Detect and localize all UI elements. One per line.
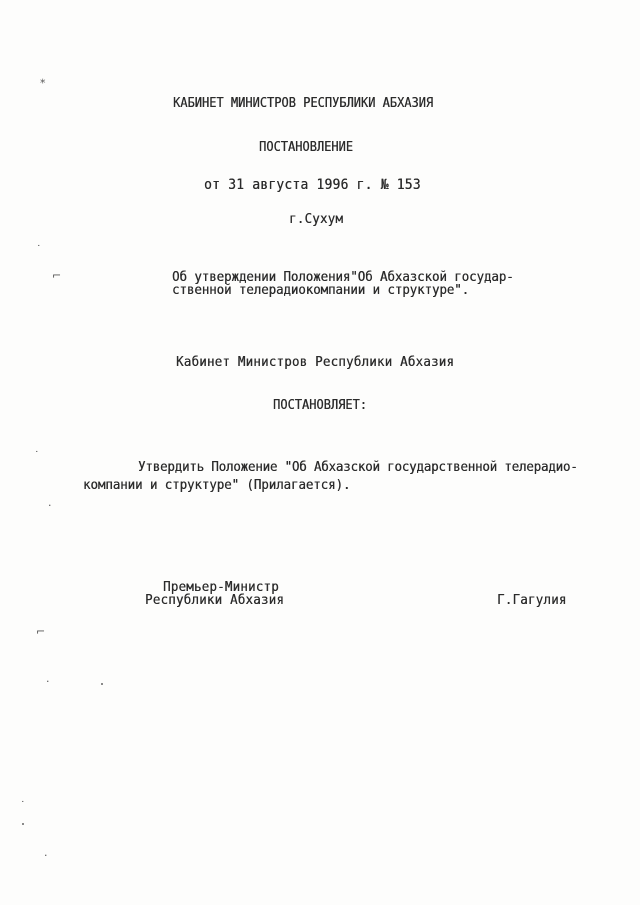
resolution-paragraph-line-2: компании и структуре" (Прилагается). [83, 476, 351, 493]
decree-heading: ПОСТАНОВЛЯЕТ: [273, 397, 367, 413]
resolution-paragraph-line-1: Утвердить Положение "Об Абхазской государственной телерадио- [138, 458, 578, 475]
signature-title-line-1: Премьер-Министр [163, 578, 279, 595]
date-number-line: от 31 августа 1996 г. № 153 [204, 177, 421, 194]
margin-mark: ˙ [34, 449, 40, 462]
issuer-line: Кабинет Министров Республики Абхазия [176, 353, 455, 370]
subject-line-2: ственной телерадиокомпании и структуре". [172, 281, 470, 298]
subject-line-1: Об утверждении Положения"Об Абхазской государ- [172, 268, 514, 285]
city-line: г.Сухум [289, 210, 344, 227]
margin-mark: ⁎ [40, 73, 46, 86]
margin-mark: · [48, 499, 52, 512]
document-type-heading: ПОСТАНОВЛЕНИЕ [259, 139, 353, 155]
speck [101, 683, 103, 685]
margin-mark: ˙ [20, 799, 26, 812]
signatory-name: Г.Гагулия [497, 591, 567, 608]
margin-mark: · [44, 849, 48, 862]
organization-heading: КАБИНЕТ МИНИСТРОВ РЕСПУБЛИКИ АБХАЗИЯ [173, 95, 434, 111]
margin-mark: ⌐ [52, 269, 62, 282]
margin-mark: ⌐ [36, 625, 46, 638]
signature-title-line-2: Республики Абхазия [145, 591, 285, 608]
margin-mark: · [46, 675, 50, 688]
margin-mark: ˙ [36, 243, 42, 256]
speck [22, 823, 24, 825]
